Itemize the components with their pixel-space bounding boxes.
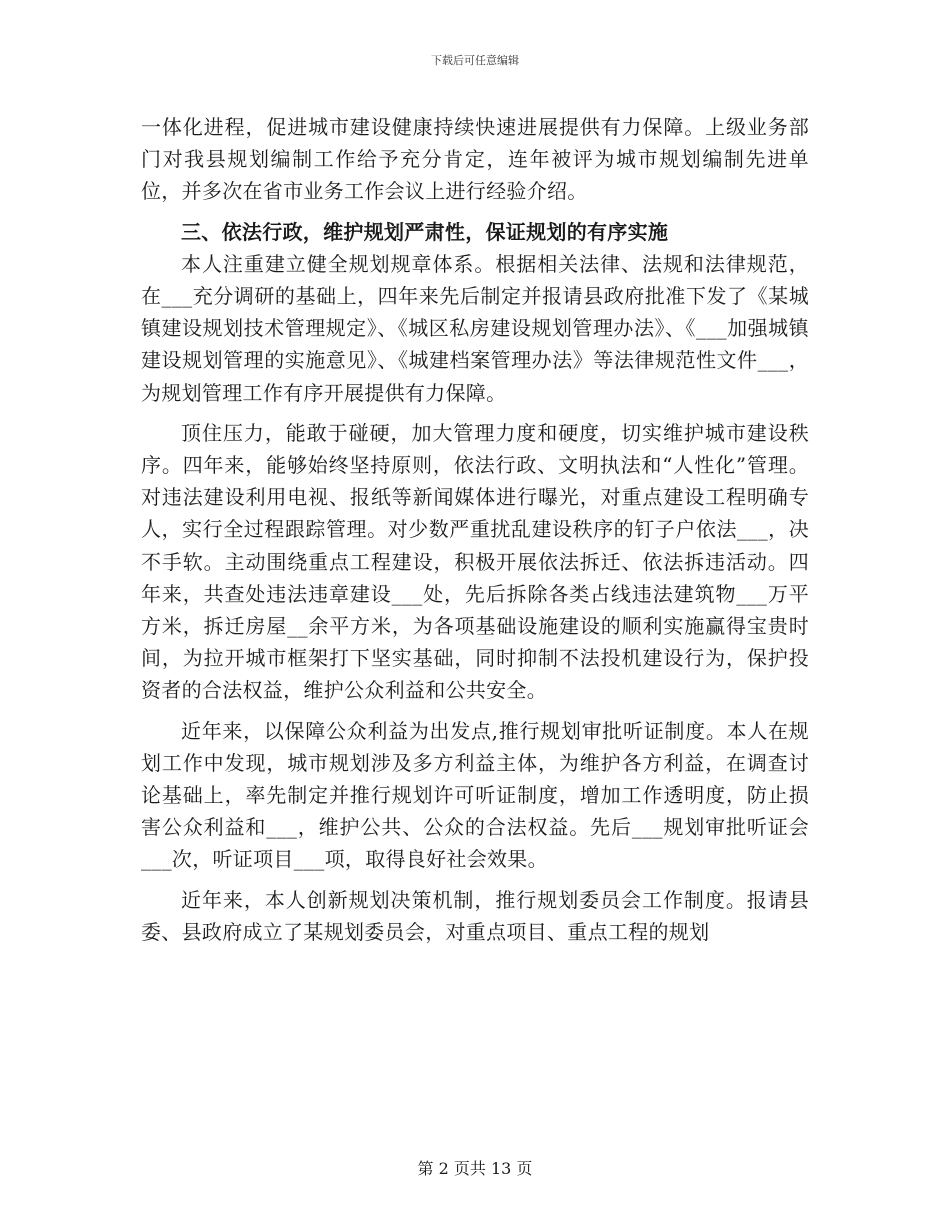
paragraph: 近年来，本人创新规划决策机制，推行规划委员会工作制度。报请县委、县政府成立了某规划委员会，对重点项目、重点工程的规划 (141, 887, 809, 944)
section-heading: 三、依法行政，维护规划严肃性，保证规划的有序实施 (181, 219, 669, 244)
page-footer: 第 2 页共 13 页 (417, 1159, 533, 1178)
paragraph: 顶住压力，能敢于碰硬，加大管理力度和硬度，切实维护城市建设秩序。四年来，能够始终坚持原则，依法行政、文明执法和“人性化”管理。对违法建设利用电视、报纸等新闻媒体进行曝光，对重点建设工程明确专人，实行全过程跟踪管理。对少数严重扰乱建设秩序的钉子户依法___，决不手软。主动围绕重点工程建设，积极开展依法拆迁、依法拆违活动。四年来，共查处违法违章建设___处，先后拆除各类占线违法建筑物___万平方米，拆迁房屋__余平方米，为各项基础设施建设的顺利实施赢得宝贵时间，为拉开城市框架打下坚实基础，同时抑制不法投机建设行为，保护投资者的合法权益，维护公众利益和公共安全。 (141, 420, 809, 703)
document-body (141, 111, 809, 948)
paragraph: 近年来，以保障公众利益为出发点,推行规划审批听证制度。本人在规划工作中发现，城市规划涉及多方利益主体，为维护各方利益，在调查讨论基础上，率先制定并推行规划许可听证制度，增加工作透明度，防止损害公众利益和___，维护公共、公众的合法权益。先后___规划审批听证会___次，听证项目___项，取得良好社会效果。 (141, 718, 809, 872)
paragraph: 本人注重建立健全规划规章体系。根据相关法律、法规和法律规范，在___充分调研的基础上，四年来先后制定并报请县政府批准下发了《某城镇建设规划技术管理规定》、《城区私房建设规划管理办法》、《___加强城镇建设规划管理的实施意见》、《城建档案管理办法》等法律规范性文件___，为规划管理工作有序开展提供有力保障。 (141, 251, 809, 405)
paragraph-continuation: 一体化进程，促进城市建设健康持续快速进展提供有力保障。上级业务部门对我县规划编制工作给予充分肯定，连年被评为城市规划编制先进单位，并多次在省市业务工作会议上进行经验介绍。 (141, 115, 809, 204)
page-header: 下载后可任意编辑 (431, 54, 519, 67)
